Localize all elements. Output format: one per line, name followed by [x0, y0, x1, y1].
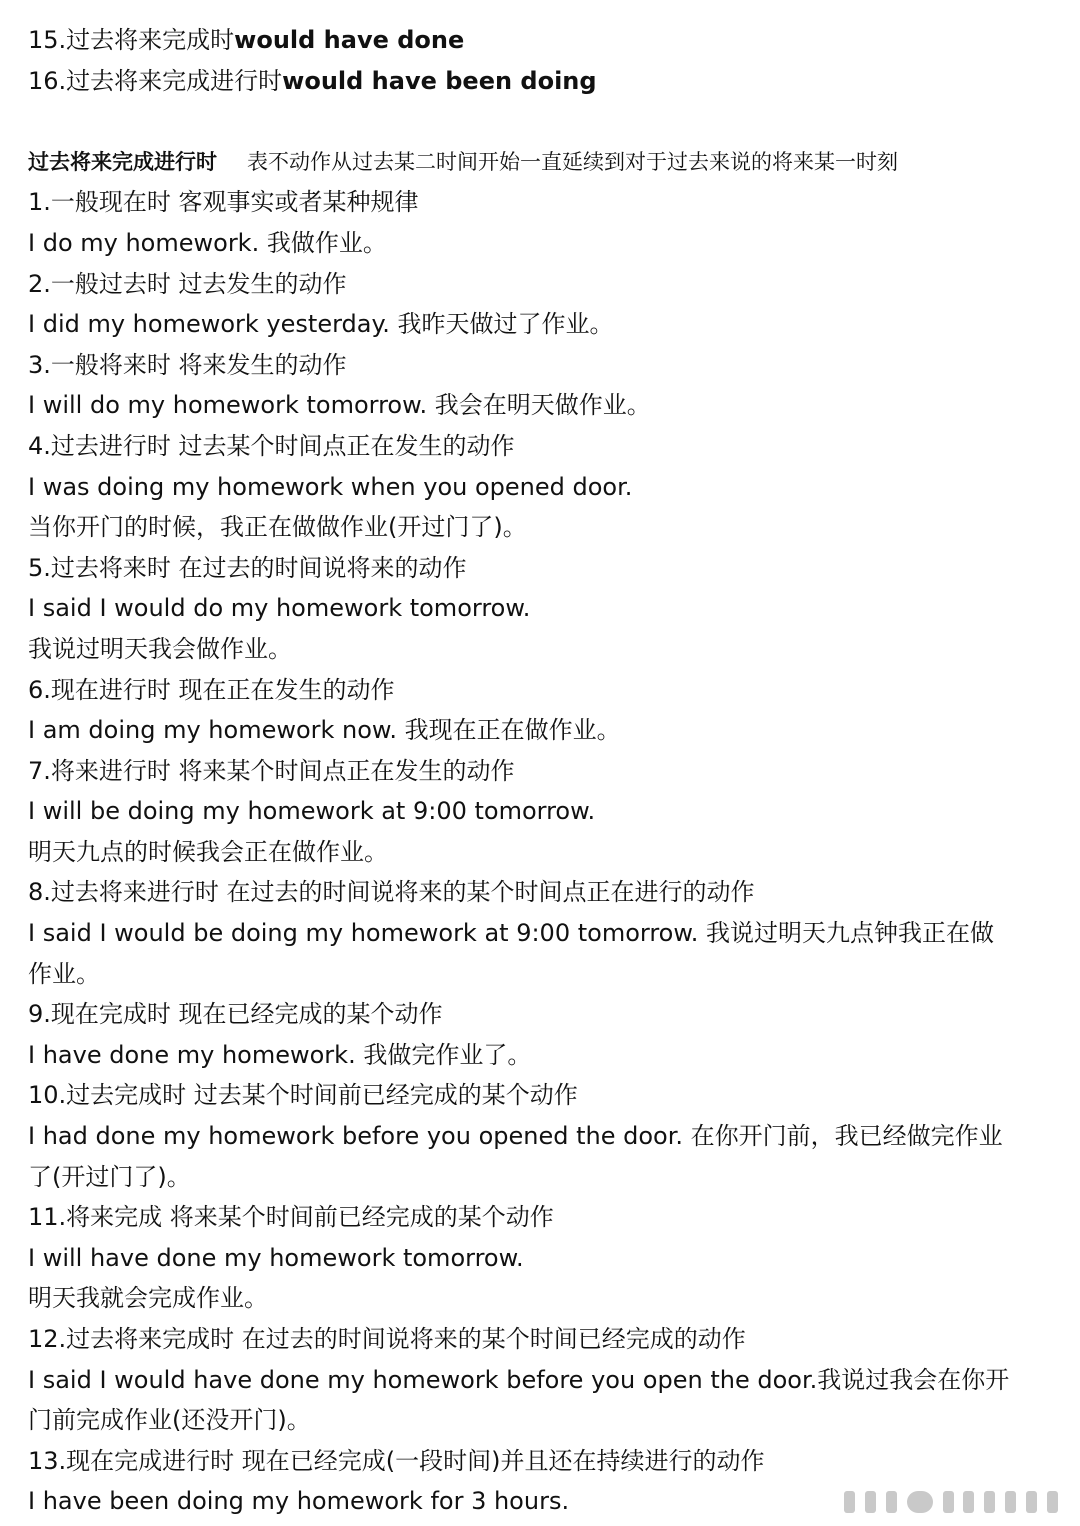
tense-11-title: 11.将来完成 将来某个时间前已经完成的某个动作: [28, 1203, 554, 1232]
tense-12-example-cont: 门前完成作业(还没开门)。: [28, 1406, 311, 1435]
header-line-16-formula: would have been doing: [282, 66, 597, 95]
tense-7-title: 7.将来进行时 将来某个时间点正在发生的动作: [28, 756, 515, 785]
tense-7-translation: 明天九点的时候我会正在做作业。: [28, 837, 388, 866]
tense-11-example: I will have done my homework tomorrow.: [28, 1243, 524, 1272]
tense-4-title: 4.过去进行时 过去某个时间点正在发生的动作: [28, 431, 515, 460]
tense-2-title: 2.一般过去时 过去发生的动作: [28, 269, 347, 298]
tense-4-translation: 当你开门的时候，我正在做做作业(开过门了)。: [28, 513, 527, 542]
tense-11-translation: 明天我就会完成作业。: [28, 1284, 268, 1313]
tense-9-example: I have done my homework. 我做完作业了。: [28, 1040, 532, 1069]
tense-3-title: 3.一般将来时 将来发生的动作: [28, 350, 347, 379]
tense-13-title: 13.现在完成进行时 现在已经完成(一段时间)并且还在持续进行的动作: [28, 1446, 765, 1475]
header-line-15: [28, 20, 1058, 61]
tense-9-title: 9.现在完成时 现在已经完成的某个动作: [28, 1000, 443, 1029]
tense-13-example: I have been doing my homework for 3 hours.: [28, 1487, 570, 1516]
tense-2-example: I did my homework yesterday. 我昨天做过了作业。: [28, 310, 614, 339]
tense-4-example: I was doing my homework when you opened door.: [28, 472, 633, 501]
tense-10-example-cont: 了(开过门了)。: [28, 1162, 191, 1191]
document-page: [28, 20, 1058, 1522]
watermark-logo: [844, 1478, 1058, 1526]
tense-8-example-cont: 作业。: [28, 959, 100, 988]
definition-text: 表不动作从过去某二时间开始一直延续到对于过去来说的将来某一时刻: [247, 149, 898, 174]
tense-5-title: 5.过去将来时 在过去的时间说将来的动作: [28, 553, 467, 582]
spacer: [28, 101, 1058, 142]
tense-1-example: I do my homework. 我做作业。: [28, 228, 387, 257]
header-line-16-label: 16.过去将来完成进行时: [28, 66, 283, 95]
tense-1-title: 1.一般现在时 客观事实或者某种规律: [28, 188, 419, 217]
tense-12-title: 12.过去将来完成时 在过去的时间说将来的某个时间已经完成的动作: [28, 1325, 746, 1353]
tense-5-example: I said I would do my homework tomorrow.: [28, 594, 531, 623]
definition-line: [28, 142, 1058, 183]
tense-5-translation: 我说过明天我会做作业。: [28, 634, 292, 663]
tense-8-title: 8.过去将来进行时 在过去的时间说将来的某个时间点正在进行的动作: [28, 878, 755, 907]
header-line-15-label: 15.过去将来完成时: [28, 26, 235, 54]
tense-3-example: I will do my homework tomorrow. 我会在明天做作业。: [28, 391, 651, 420]
tense-6-title: 6.现在进行时 现在正在发生的动作: [28, 675, 395, 704]
header-line-16: [28, 61, 1058, 102]
tense-7-example: I will be doing my homework at 9:00 tomorrow.: [28, 797, 596, 826]
tense-6-example: I am doing my homework now. 我现在正在做作业。: [28, 716, 621, 745]
definition-term: 过去将来完成进行时: [28, 149, 217, 174]
header-line-15-formula: would have done: [234, 26, 465, 54]
tense-8-example: I said I would be doing my homework at 9:00 tomorrow. 我说过明天九点钟我正在做: [28, 919, 995, 948]
tense-10-title: 10.过去完成时 过去某个时间前已经完成的某个动作: [28, 1081, 578, 1110]
tense-12-example: I said I would have done my homework before you open the door.我说过我会在你开: [28, 1365, 1010, 1394]
tense-10-example: I had done my homework before you opened the door. 在你开门前，我已经做完作业: [28, 1122, 1003, 1151]
